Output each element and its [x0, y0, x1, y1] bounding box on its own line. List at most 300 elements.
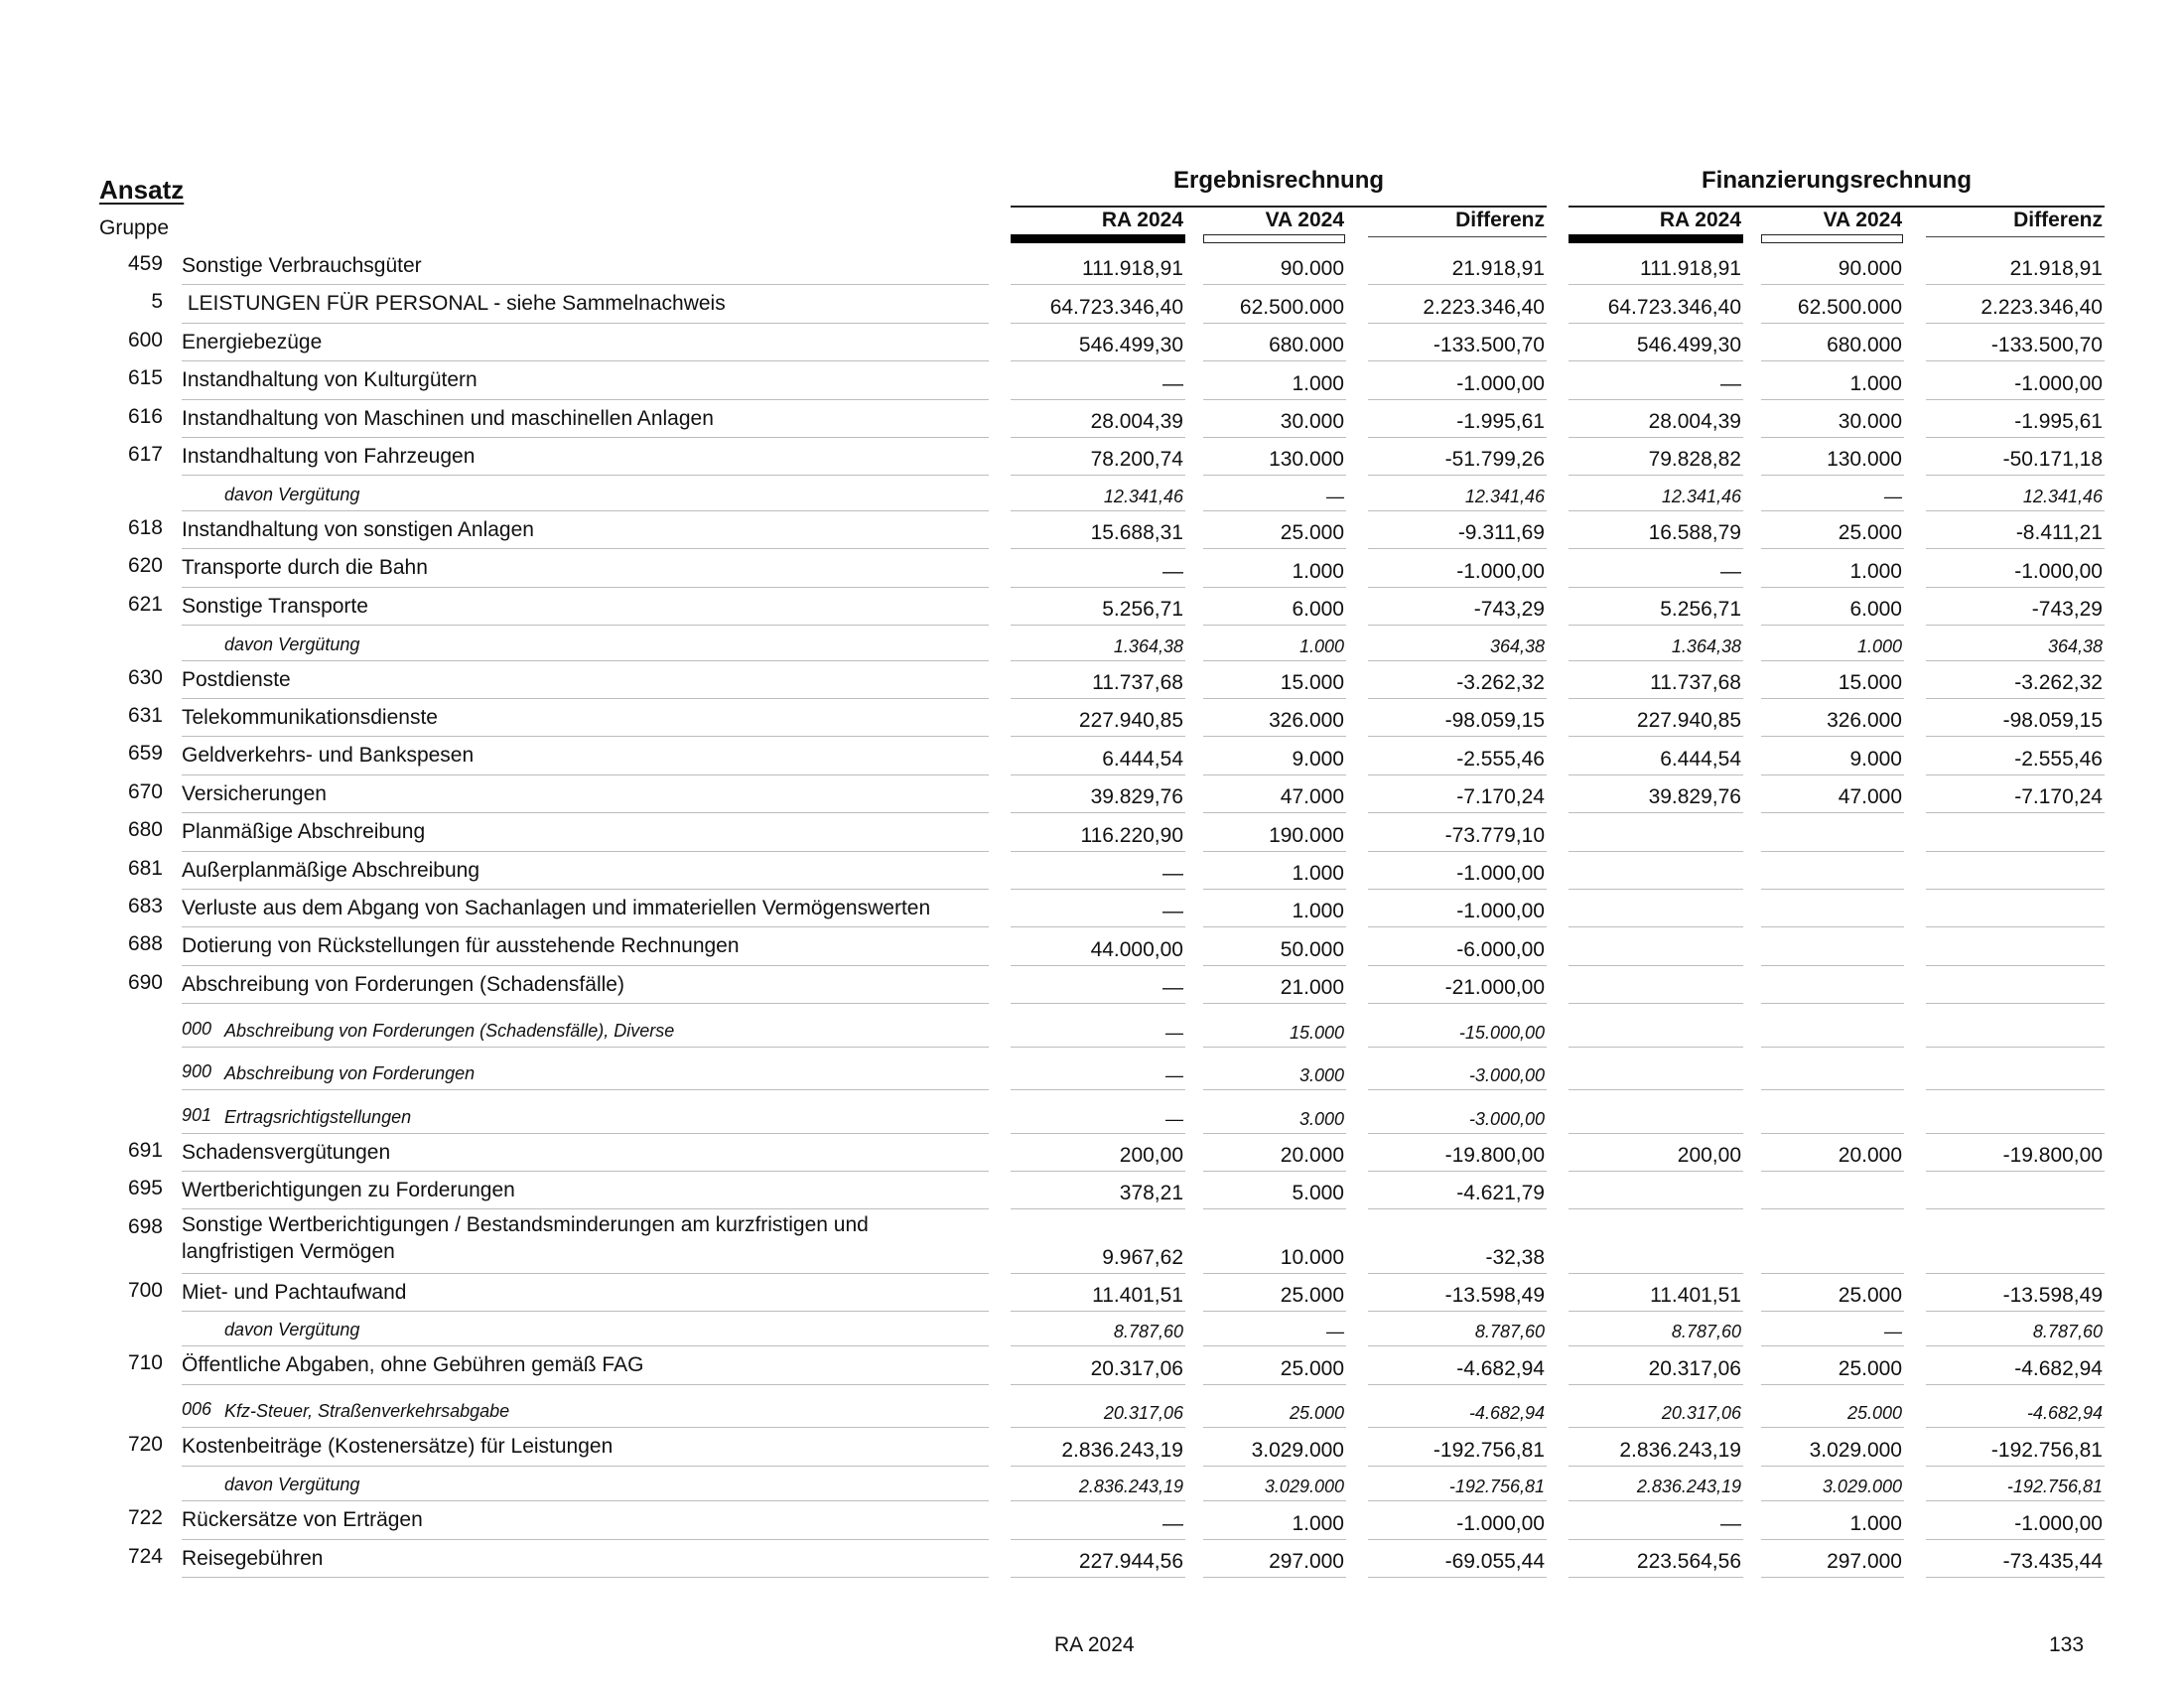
value-cell	[1203, 1172, 1346, 1209]
cell-value: -7.170,24	[1456, 785, 1545, 809]
cell-value: 1.000	[1849, 371, 1902, 395]
value-cell	[1569, 1501, 1743, 1539]
value-cell	[1926, 361, 2105, 399]
value-cell	[1203, 324, 1346, 361]
row-code: 698	[127, 1214, 163, 1238]
value-cell	[1203, 285, 1346, 323]
value-cell	[1569, 324, 1743, 361]
value-cell	[1569, 361, 1743, 399]
value-cell	[1011, 1134, 1185, 1172]
cell-value: —	[1884, 486, 1902, 506]
col-header-differenz-ergebnis: Differenz	[1455, 209, 1545, 231]
cell-value: 5.256,71	[1102, 598, 1183, 622]
table-row	[0, 285, 2184, 323]
value-cell	[1011, 1048, 1185, 1091]
table-row	[0, 1172, 2184, 1209]
cell-value: -32,38	[1485, 1245, 1545, 1269]
row-label: Miet- und Pachtaufwand	[182, 1280, 407, 1304]
value-cell	[1011, 813, 1185, 851]
cell-value: 1.364,38	[1113, 635, 1183, 656]
row-label: Telekommunikationsdienste	[182, 706, 438, 729]
value-cell	[1926, 1004, 2105, 1048]
value-cell	[1569, 400, 1743, 438]
value-cell	[1569, 247, 1743, 285]
row-code: 5	[151, 290, 163, 314]
cell-value: 227.944,56	[1078, 1549, 1183, 1573]
cell-value: 20.317,06	[1661, 1403, 1741, 1424]
value-cell	[1011, 1385, 1185, 1429]
cell-value: -73.779,10	[1444, 823, 1545, 847]
cell-value: 223.564,56	[1636, 1549, 1741, 1573]
cell-value: 11.401,51	[1650, 1283, 1741, 1307]
cell-value: 1.000	[1856, 635, 1902, 656]
value-cell	[1569, 1004, 1743, 1048]
cell-value: 21.918,91	[1451, 257, 1545, 281]
cell-value: —	[1720, 559, 1741, 583]
value-cell	[1569, 1385, 1743, 1429]
value-cell	[1368, 626, 1547, 661]
cell-value: 130.000	[1827, 448, 1902, 472]
cell-value: 21.000	[1280, 976, 1344, 1000]
value-cell	[1761, 1210, 1904, 1274]
cell-value: 5.000	[1292, 1182, 1344, 1205]
value-cell	[1761, 438, 1904, 476]
value-cell	[1569, 1090, 1743, 1134]
value-cell	[1761, 1090, 1904, 1134]
cell-value: 16.588,79	[1648, 521, 1741, 545]
cell-value: 3.029.000	[1822, 1477, 1902, 1497]
value-cell	[1926, 285, 2105, 323]
cell-value: 25.000	[1838, 1283, 1902, 1307]
cell-value: -6.000,00	[1456, 937, 1545, 961]
row-code: 680	[127, 818, 163, 842]
row-code: 631	[127, 704, 163, 727]
cell-value: 8.787,60	[2032, 1322, 2103, 1342]
table-row	[0, 890, 2184, 927]
row-label: Planmäßige Abschreibung	[182, 820, 426, 844]
value-cell	[1203, 1501, 1346, 1539]
value-cell	[1368, 285, 1547, 323]
value-cell	[1368, 1048, 1547, 1091]
row-label: Abschreibung von Forderungen (Schadensfälle), Diverse	[224, 1020, 675, 1041]
table-row	[0, 438, 2184, 476]
footer-title: RA 2024	[1054, 1633, 1135, 1656]
row-label: Rückersätze von Erträgen	[182, 1508, 423, 1532]
cell-value: -51.799,26	[1444, 448, 1545, 472]
cell-value: -1.000,00	[2014, 371, 2103, 395]
cell-value: —	[1884, 1322, 1902, 1342]
cell-value: -1.000,00	[1456, 861, 1545, 885]
cell-value: 130.000	[1269, 448, 1344, 472]
row-code: 615	[127, 366, 163, 390]
value-cell	[1203, 927, 1346, 965]
value-cell	[1368, 1540, 1547, 1578]
value-cell	[1011, 400, 1185, 438]
value-cell	[1203, 699, 1346, 737]
value-cell	[1011, 1312, 1185, 1347]
row-code: 683	[127, 895, 163, 917]
value-cell	[1761, 476, 1904, 511]
row-code: 006	[182, 1399, 212, 1420]
cell-value: -743,29	[2031, 598, 2103, 622]
table-row	[0, 549, 2184, 587]
value-cell	[1011, 1346, 1185, 1384]
value-cell	[1368, 1004, 1547, 1048]
value-cell	[1569, 927, 1743, 965]
cell-value: —	[1165, 1108, 1183, 1129]
row-label-line: langfristigen Vermögen	[182, 1239, 395, 1263]
value-cell	[1926, 549, 2105, 587]
cell-value: -133.500,70	[1433, 334, 1545, 357]
value-cell	[1203, 1210, 1346, 1274]
row-code: 900	[182, 1061, 212, 1082]
table-row	[0, 1312, 2184, 1347]
value-cell	[1926, 1312, 2105, 1347]
table-row	[0, 775, 2184, 813]
cell-value: 20.000	[1838, 1144, 1902, 1168]
cell-value: 79.828,82	[1648, 448, 1741, 472]
value-cell	[1011, 247, 1185, 285]
cell-value: 20.317,06	[1103, 1403, 1183, 1424]
cell-value: —	[1162, 976, 1183, 1000]
row-label: Reisegebühren	[182, 1546, 324, 1570]
row-label: Instandhaltung von Fahrzeugen	[182, 445, 476, 468]
value-cell	[1011, 1540, 1185, 1578]
table-row	[0, 661, 2184, 699]
cell-value: -192.756,81	[2006, 1477, 2103, 1497]
value-cell	[1011, 1090, 1185, 1134]
cell-value: 3.000	[1298, 1065, 1344, 1086]
cell-value: -3.262,32	[2014, 670, 2103, 694]
col-header-va-2024-ergebnis: VA 2024	[1265, 209, 1344, 231]
value-cell	[1926, 775, 2105, 813]
row-label: davon Vergütung	[224, 1320, 360, 1340]
table-row	[0, 1134, 2184, 1172]
cell-value: —	[1162, 559, 1183, 583]
value-cell	[1761, 400, 1904, 438]
table-row	[0, 1210, 2184, 1274]
cell-value: 25.000	[1838, 1356, 1902, 1380]
table-row	[0, 699, 2184, 737]
value-cell	[1203, 1048, 1346, 1091]
value-cell	[1926, 626, 2105, 661]
row-label: Dotierung von Rückstellungen für ausstehende Rechnungen	[182, 934, 740, 958]
value-cell	[1203, 588, 1346, 626]
value-cell	[1761, 1312, 1904, 1347]
row-label: Geldverkehrs- und Bankspesen	[182, 744, 475, 768]
value-cell	[1569, 813, 1743, 851]
cell-value: -4.682,94	[1456, 1356, 1545, 1380]
value-cell	[1368, 661, 1547, 699]
value-cell	[1569, 1312, 1743, 1347]
value-cell	[1203, 1004, 1346, 1048]
gruppe-heading: Gruppe	[99, 216, 170, 239]
cell-value: 2.836.243,19	[1619, 1438, 1741, 1462]
value-cell	[1203, 737, 1346, 774]
value-cell	[1761, 813, 1904, 851]
ergebnisrechnung-rule	[1011, 206, 1547, 208]
value-cell	[1761, 737, 1904, 774]
cell-value: 190.000	[1269, 823, 1344, 847]
cell-value: 546.499,30	[1636, 334, 1741, 357]
value-cell	[1761, 927, 1904, 965]
value-cell	[1926, 324, 2105, 361]
value-cell	[1761, 1346, 1904, 1384]
cell-value: 2.836.243,19	[1078, 1477, 1183, 1497]
value-cell	[1011, 1428, 1185, 1466]
cell-value: 111.918,91	[1082, 257, 1183, 281]
cell-value: 47.000	[1280, 785, 1344, 809]
value-cell	[1203, 511, 1346, 549]
cell-value: —	[1326, 486, 1344, 506]
row-label-line: Sonstige Wertberichtigungen / Bestandsminderungen am kurzfristigen und	[182, 1212, 869, 1236]
cell-value: -21.000,00	[1444, 976, 1545, 1000]
row-label: Abschreibung von Forderungen	[224, 1063, 476, 1084]
cell-value: 2.223.346,40	[1980, 295, 2103, 319]
value-cell	[1203, 775, 1346, 813]
value-cell	[1569, 1048, 1743, 1091]
table-row	[0, 927, 2184, 965]
value-cell	[1926, 511, 2105, 549]
value-cell	[1203, 1467, 1346, 1502]
cell-value: -192.756,81	[1990, 1438, 2103, 1462]
value-cell	[1203, 661, 1346, 699]
value-cell	[1569, 1172, 1743, 1209]
cell-value: 9.967,62	[1102, 1245, 1183, 1269]
row-code: 621	[127, 592, 163, 616]
table-row	[0, 1048, 2184, 1091]
cell-value: 12.341,46	[2022, 486, 2103, 506]
cell-value: 680.000	[1827, 334, 1902, 357]
cell-value: 90.000	[1838, 257, 1902, 281]
cell-value: 15.000	[1280, 670, 1344, 694]
ansatz-heading: Ansatz	[99, 175, 185, 205]
table-row	[0, 324, 2184, 361]
cell-value: 28.004,39	[1648, 409, 1741, 433]
cell-value: -1.995,61	[2014, 409, 2103, 433]
value-cell	[1569, 285, 1743, 323]
value-cell	[1368, 1346, 1547, 1384]
cell-value: -3.000,00	[1468, 1108, 1545, 1129]
row-code: 459	[127, 252, 163, 275]
cell-value: 11.401,51	[1092, 1283, 1183, 1307]
cell-value: 10.000	[1280, 1245, 1344, 1269]
cell-value: 50.000	[1280, 937, 1344, 961]
cell-value: -19.800,00	[1444, 1144, 1545, 1168]
value-cell	[1203, 890, 1346, 927]
col-header-ra-2024-finanzierung: RA 2024	[1659, 209, 1741, 231]
cell-value: 20.317,06	[1648, 1356, 1741, 1380]
cell-value: 297.000	[1269, 1549, 1344, 1573]
value-cell	[1011, 966, 1185, 1004]
cell-value: 3.000	[1298, 1108, 1344, 1129]
value-cell	[1368, 400, 1547, 438]
value-cell	[1761, 324, 1904, 361]
value-cell	[1761, 890, 1904, 927]
value-cell	[1203, 626, 1346, 661]
value-cell	[1761, 361, 1904, 399]
value-cell	[1011, 661, 1185, 699]
cell-value: 116.220,90	[1080, 823, 1183, 847]
value-cell	[1368, 1090, 1547, 1134]
cell-value: 47.000	[1838, 785, 1902, 809]
row-label: Kfz-Steuer, Straßenverkehrsabgabe	[224, 1401, 510, 1422]
cell-value: 6.000	[1849, 598, 1902, 622]
cell-value: 15.688,31	[1090, 521, 1183, 545]
row-label: Ertragsrichtigstellungen	[224, 1106, 412, 1127]
cell-value: 1.000	[1298, 635, 1344, 656]
value-cell	[1203, 1428, 1346, 1466]
value-cell	[1569, 511, 1743, 549]
row-label: Außerplanmäßige Abschreibung	[182, 858, 480, 882]
value-cell	[1761, 247, 1904, 285]
cell-value: 3.029.000	[1264, 1477, 1344, 1497]
value-cell	[1203, 476, 1346, 511]
value-cell	[1569, 661, 1743, 699]
value-cell	[1368, 737, 1547, 774]
value-cell	[1203, 1540, 1346, 1578]
cell-value: -1.995,61	[1456, 409, 1545, 433]
row-label: Verluste aus dem Abgang von Sachanlagen und immateriellen Vermögenswerten	[182, 897, 931, 919]
cell-value: 2.836.243,19	[1061, 1438, 1183, 1462]
cell-value: -4.682,94	[1468, 1403, 1545, 1424]
value-cell	[1011, 549, 1185, 587]
value-cell	[1368, 699, 1547, 737]
value-cell	[1368, 1501, 1547, 1539]
cell-value: -3.262,32	[1456, 670, 1545, 694]
value-cell	[1926, 927, 2105, 965]
table-row	[0, 1274, 2184, 1312]
value-cell	[1011, 927, 1185, 965]
value-cell	[1203, 1134, 1346, 1172]
cell-value: 25.000	[1846, 1403, 1902, 1424]
value-cell	[1761, 511, 1904, 549]
row-label: davon Vergütung	[224, 484, 360, 504]
cell-value: -4.621,79	[1456, 1182, 1545, 1205]
value-cell	[1203, 1090, 1346, 1134]
value-cell	[1761, 1428, 1904, 1466]
value-cell	[1368, 476, 1547, 511]
value-cell	[1011, 324, 1185, 361]
cell-value: 1.000	[1292, 861, 1344, 885]
value-cell	[1761, 852, 1904, 890]
value-cell	[1011, 1172, 1185, 1209]
value-cell	[1368, 324, 1547, 361]
cell-value: 78.200,74	[1090, 448, 1183, 472]
value-cell	[1761, 549, 1904, 587]
cell-value: —	[1162, 900, 1183, 923]
value-cell	[1569, 1540, 1743, 1578]
cell-value: -13.598,49	[1444, 1283, 1545, 1307]
value-cell	[1011, 1467, 1185, 1502]
value-cell	[1203, 438, 1346, 476]
differenz-rule	[1926, 236, 2105, 237]
cell-value: 44.000,00	[1090, 937, 1183, 961]
row-code: 600	[127, 328, 163, 352]
value-cell	[1926, 1134, 2105, 1172]
value-cell	[1761, 1385, 1904, 1429]
value-cell	[1011, 438, 1185, 476]
cell-value: 15.000	[1289, 1022, 1344, 1043]
ra-marker-bar	[1569, 234, 1743, 243]
cell-value: —	[1165, 1022, 1183, 1043]
value-cell	[1761, 699, 1904, 737]
value-cell	[1203, 1346, 1346, 1384]
value-cell	[1926, 1501, 2105, 1539]
cell-value: 326.000	[1269, 709, 1344, 733]
value-cell	[1926, 852, 2105, 890]
value-cell	[1203, 549, 1346, 587]
cell-value: -4.682,94	[2026, 1403, 2103, 1424]
cell-value: 6.000	[1292, 598, 1344, 622]
value-cell	[1203, 361, 1346, 399]
table-row	[0, 1346, 2184, 1384]
value-cell	[1569, 737, 1743, 774]
value-cell	[1569, 1210, 1743, 1274]
cell-value: 5.256,71	[1660, 598, 1741, 622]
row-code: 901	[182, 1104, 212, 1125]
row-label: Wertberichtigungen zu Forderungen	[182, 1179, 515, 1202]
table-row	[0, 966, 2184, 1004]
value-cell	[1368, 927, 1547, 965]
row-label: Sonstige Verbrauchsgüter	[182, 254, 422, 277]
value-cell	[1011, 890, 1185, 927]
value-cell	[1011, 1210, 1185, 1274]
cell-value: 364,38	[1489, 635, 1545, 656]
cell-value: 8.787,60	[1671, 1322, 1741, 1342]
value-cell	[1926, 1385, 2105, 1429]
row-code: 688	[127, 932, 163, 956]
cell-value: -7.170,24	[2014, 785, 2103, 809]
cell-value: -69.055,44	[1444, 1549, 1545, 1573]
value-cell	[1011, 1274, 1185, 1312]
value-cell	[1011, 626, 1185, 661]
table-row	[0, 626, 2184, 661]
row-code: 670	[127, 779, 163, 803]
table-row	[0, 1540, 2184, 1578]
cell-value: -98.059,15	[2002, 709, 2103, 733]
cell-value: 12.341,46	[1464, 486, 1545, 506]
cell-value: 25.000	[1838, 521, 1902, 545]
value-cell	[1761, 626, 1904, 661]
row-code: 681	[127, 856, 163, 880]
value-cell	[1011, 285, 1185, 323]
value-cell	[1926, 1048, 2105, 1091]
row-label: Energiebezüge	[182, 330, 323, 353]
cell-value: 9.000	[1849, 747, 1902, 771]
cell-value: 64.723.346,40	[1607, 295, 1741, 319]
cell-value: -8.411,21	[2015, 521, 2103, 545]
cell-value: 6.444,54	[1102, 747, 1183, 771]
col-header-differenz-finanzierung: Differenz	[2013, 209, 2103, 231]
table-row	[0, 737, 2184, 774]
table-row	[0, 511, 2184, 549]
ergebnisrechnung-heading: Ergebnisrechnung	[1172, 167, 1385, 194]
value-cell	[1203, 1312, 1346, 1347]
value-cell	[1926, 1172, 2105, 1209]
cell-value: -3.000,00	[1468, 1065, 1545, 1086]
value-cell	[1761, 661, 1904, 699]
value-cell	[1569, 1134, 1743, 1172]
cell-value: 111.918,91	[1640, 257, 1741, 281]
row-code: 617	[127, 443, 163, 466]
row-label: Schadensvergütungen	[182, 1140, 391, 1164]
value-cell	[1926, 588, 2105, 626]
value-cell	[1926, 890, 2105, 927]
value-cell	[1368, 1172, 1547, 1209]
value-cell	[1926, 1346, 2105, 1384]
cell-value: -19.800,00	[2002, 1144, 2103, 1168]
